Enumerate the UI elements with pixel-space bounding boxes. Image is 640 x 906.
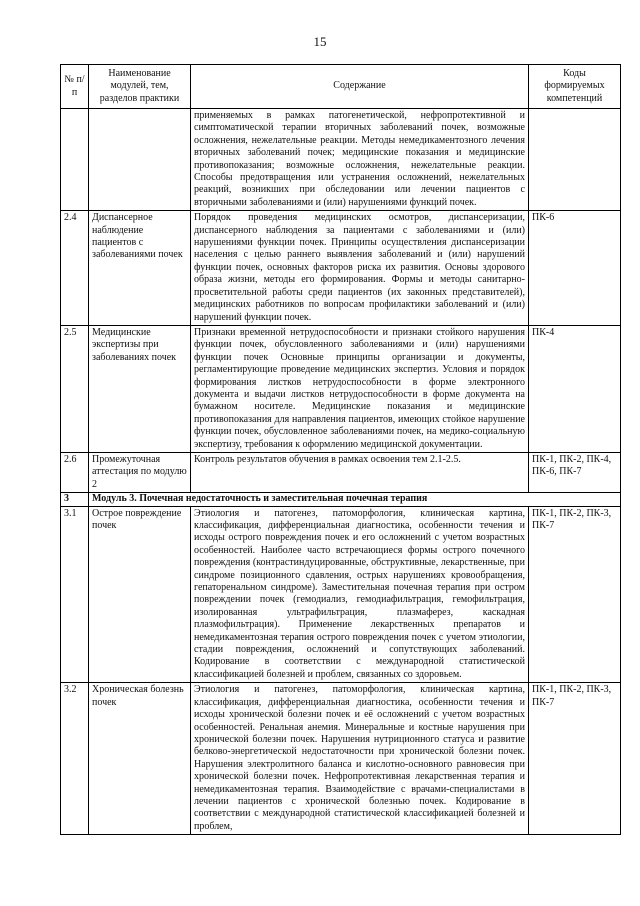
curriculum-table bbox=[60, 64, 621, 835]
table-row bbox=[61, 325, 621, 452]
header-content: Содержание bbox=[191, 65, 529, 109]
row-title: Медицинские экспертизы при заболеваниях почек bbox=[89, 325, 191, 452]
row-content: Порядок проведения медицинских осмотров, диспансеризации, диспансерного наблюдения за пациентами с заболеваниями и (или) нарушениями функции почек. Принципы осуществления диспансеризации населения с целью раннего выявления заболеваний и (или) нарушений функции почек, основных факторов риска их развития. Основы здорового образа жизни, методы его формирования. Формы и методы санитарно-просветительной работы среди пациентов (их законных представителей), медицинских работников по вопросам профилактики заболеваний и (или) нарушений функции почек. bbox=[191, 211, 529, 326]
row-content: Признаки временной нетрудоспособности и признаки стойкого нарушения функции почек, обусловленного заболеваниями и (или) нарушениями функции почек Основные принципы организации и документы, регламентирующие проведение медицинских экспертиз. Условия и порядок формирования листков нетрудоспособности в форме электронного документа и выдачи листков нетрудоспособности в форме документа на бумажном носителе. Медицинские показания и медицинские противопоказания для направления пациентов, имеющих стойкое нарушение функции почек, обусловленное заболеваниями почек, на медико-социальную экспертизу, требования к оформлению медицинской документации. bbox=[191, 325, 529, 452]
row-codes: ПК-1, ПК-2, ПК-3, ПК-7 bbox=[529, 683, 621, 835]
module-num: 3 bbox=[61, 493, 89, 506]
row-num: 3.2 bbox=[61, 683, 89, 835]
row-title: Острое повреждение почек bbox=[89, 506, 191, 683]
row-codes: ПК-6 bbox=[529, 211, 621, 326]
module-title: Модуль 3. Почечная недостаточность и заместительная почечная терапия bbox=[89, 493, 621, 506]
module-row bbox=[61, 493, 621, 506]
row-num: 2.4 bbox=[61, 211, 89, 326]
row-num: 3.1 bbox=[61, 506, 89, 683]
table-row bbox=[61, 452, 621, 492]
row-title: Хроническая болезнь почек bbox=[89, 683, 191, 835]
row-title bbox=[89, 109, 191, 211]
row-content: Контроль результатов обучения в рамках освоения тем 2.1-2.5. bbox=[191, 452, 529, 492]
row-title: Диспансерное наблюдение пациентов с заболеваниями почек bbox=[89, 211, 191, 326]
table-row bbox=[61, 109, 621, 211]
row-content: Этиология и патогенез, патоморфология, клиническая картина, классификация, дифференциальная диагностика, особенности течения и исходы острого повреждения почек и его осложнений с учетом возрастных особенностей. Наиболее часто встречающиеся формы острого почечного повреждения (контрастиндуцированные, обструктивные, лекарственные, при синдроме позиционного сдавления, острых нарушениях кровообращения, гепаторенальном синдроме). Заместительная почечная терапия при остром повреждении почек (гемодиализ, гемодиафильтрация, гемофильтрация, изолированная ультрафильтрация, плазмаферез, каскадная плазмофильтрация). Применение лекарственных препаратов и немедикаментозная терапия острого повреждения почек с учетом этиологии, стадии повреждения, осложнений и сопутствующих заболеваний. Кодирование в соответствии с международной статистической классификацией болезней и проблем, связанных со здоровьем. bbox=[191, 506, 529, 683]
row-content: применяемых в рамках патогенетической, нефропротективной и симптоматической терапии вторичных заболеваний почек, возможные осложнения, нежелательные реакции. Методы немедикаментозного лечения вторичных заболеваний почек; медицинские показания и медицинские противопоказания; возможные осложнения, нежелательные реакции. Способы предотвращения или устранения осложнений, нежелательных реакций, возникших при обследовании или лечении пациентов с вторичными заболеваниями и (или) нарушениями функций почек. bbox=[191, 109, 529, 211]
row-codes bbox=[529, 109, 621, 211]
row-title: Промежуточная аттестация по модулю 2 bbox=[89, 452, 191, 492]
header-num: № п/п bbox=[61, 65, 89, 109]
row-content: Этиология и патогенез, патоморфология, клиническая картина, классификация, дифференциальная диагностика, особенности течения и исходы хронической болезни почек и её осложнений с учетом возрастных особенностей. Ренальная анемия. Минеральные и костные нарушения при хронической болезни почек. Нарушения нутриционного статуса и развитие белково-энергетической недостаточности при хронической болезни почек. Нарушения электролитного баланса и кислотно-основного равновесия при хронической болезни почек. Нефропротективная лекарственная терапия и немедикаментозная терапия. Взаимодействие с врачами-специалистами в лечении пациентов с хронической болезнью почек. Кодирование в соответствии с международной статистической классификацией болезней и проблем, bbox=[191, 683, 529, 835]
header-codes: Коды формируемых компетенций bbox=[529, 65, 621, 109]
table-row bbox=[61, 683, 621, 835]
row-num: 2.6 bbox=[61, 452, 89, 492]
row-codes: ПК-1, ПК-2, ПК-3, ПК-7 bbox=[529, 506, 621, 683]
row-num bbox=[61, 109, 89, 211]
row-num: 2.5 bbox=[61, 325, 89, 452]
table-row bbox=[61, 506, 621, 683]
page-number: 15 bbox=[313, 34, 327, 49]
table-header bbox=[61, 65, 621, 109]
row-codes: ПК-1, ПК-2, ПК-4, ПК-6, ПК-7 bbox=[529, 452, 621, 492]
table-row bbox=[61, 211, 621, 326]
row-codes: ПК-4 bbox=[529, 325, 621, 452]
header-module: Наименование модулей, тем, разделов практики bbox=[89, 65, 191, 109]
